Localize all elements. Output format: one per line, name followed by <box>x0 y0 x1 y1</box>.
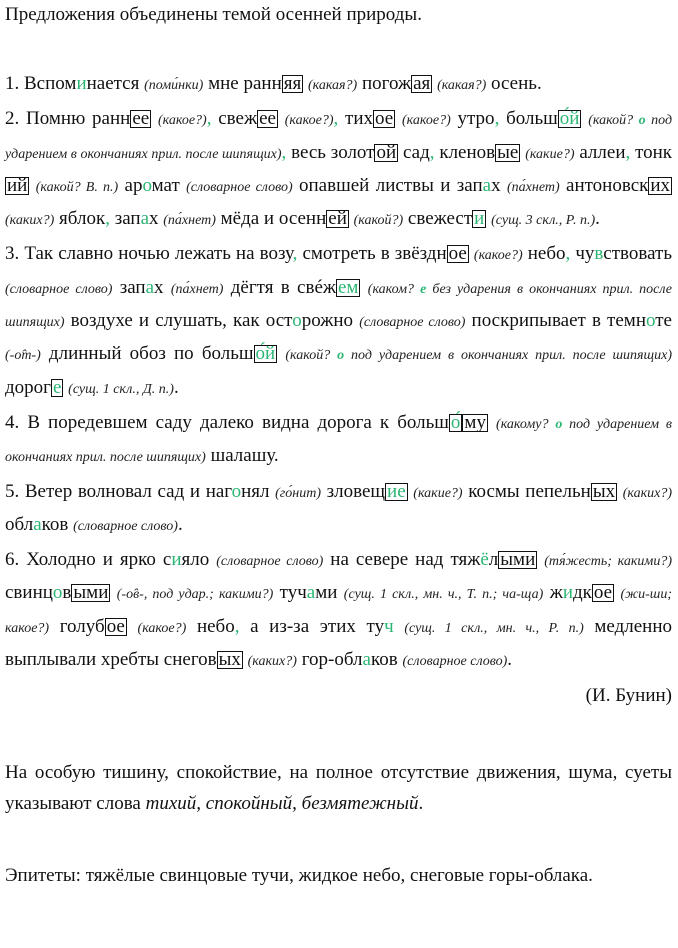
highlight-letter: а <box>145 276 155 298</box>
comment: без ударения в окончаниях прил. после шипящих) <box>5 281 673 331</box>
text: зап <box>112 276 146 298</box>
comment: (какой? <box>285 348 338 364</box>
text: голуб <box>49 615 105 637</box>
text: мне ранн <box>203 73 282 94</box>
text: опавшей листвы и зап <box>292 174 483 196</box>
highlight-letter: ч <box>384 615 394 637</box>
summary-end: . <box>418 793 424 815</box>
text <box>395 108 402 129</box>
text: . <box>177 513 183 535</box>
comment: (словарное слово) <box>5 281 113 297</box>
ending-box: ой <box>376 141 397 163</box>
ending-box-highlight: о́й <box>559 108 580 130</box>
text: нается <box>86 73 145 94</box>
highlight-letter: а <box>33 513 42 535</box>
highlight-letter: о <box>52 582 63 604</box>
text: дорог <box>5 376 51 398</box>
comment: (каких?) <box>5 213 55 229</box>
text: х <box>154 276 171 298</box>
text: космы пепельн <box>462 480 591 502</box>
highlight-letter: ё <box>480 549 489 571</box>
text: утро <box>450 108 495 130</box>
text: тих <box>338 108 374 130</box>
text: антоновск <box>559 174 649 196</box>
text: в <box>62 582 72 604</box>
text: а из-за этих ту <box>239 615 385 637</box>
highlight-letter: , <box>429 141 435 163</box>
comment: (каких?) <box>622 485 673 501</box>
sentence-paragraph <box>5 476 672 543</box>
sentence-paragraph <box>5 238 672 404</box>
text: воздухе и слушать, как ост <box>64 310 293 332</box>
ending-box-highlight: и <box>474 208 485 230</box>
text: свинц <box>5 582 53 604</box>
comment: (каких?) <box>247 654 297 670</box>
text: туч <box>273 582 307 604</box>
text <box>394 616 405 637</box>
text <box>151 108 158 129</box>
text: сад <box>398 141 430 163</box>
highlight-letter: о <box>645 310 656 332</box>
summary-text: На особую тишину, спокойствие, на полное отсутствие движения, шума, суеты указывают слова <box>5 762 672 815</box>
ending-box: ее <box>259 108 276 130</box>
text: на севере над тяж <box>323 549 481 571</box>
comment: (словарное слово) <box>359 315 466 331</box>
text: 6. Холодно и ярко с <box>5 549 172 571</box>
text: 1. Вспом <box>5 73 77 94</box>
highlight-letter: а <box>140 208 149 230</box>
ending-box: ое <box>106 615 125 637</box>
comment: (какая?) <box>307 78 358 93</box>
highlight-letter: , <box>281 141 287 163</box>
comment: (словарное слово) <box>73 518 178 534</box>
highlight-letter: , <box>234 615 240 637</box>
text: зап <box>109 208 141 230</box>
text: весь золот <box>286 141 375 163</box>
comment: (словарное слово) <box>186 179 293 195</box>
text: 3. Так славно ночью лежать на возу <box>5 243 293 265</box>
text: погож <box>357 73 412 94</box>
comment: (словарное слово) <box>216 554 324 570</box>
summary-paragraph <box>5 757 672 819</box>
comment: (какое?) <box>157 113 207 129</box>
text: ми <box>315 582 344 604</box>
highlight-letter: , <box>625 141 631 163</box>
comment: (-о̂в-, под удар.; какими?) <box>116 587 274 603</box>
comment: (какой?) <box>353 213 404 229</box>
comment: (какое?) <box>137 620 187 636</box>
comment-highlight-letter: о <box>337 348 345 364</box>
ending-box: ий <box>7 174 28 196</box>
highlight-letter: о <box>142 174 152 196</box>
text <box>278 108 285 129</box>
comment: (какое?) <box>284 113 334 129</box>
highlight-letter: а <box>482 174 492 196</box>
highlight-letter: и <box>76 73 87 94</box>
comment: (тя́жесть; какими?) <box>544 554 672 570</box>
ending-box: ых <box>218 649 241 671</box>
ending-box-highlight: е <box>52 376 62 398</box>
text: чу <box>570 243 595 265</box>
highlight-letter: о <box>231 480 242 502</box>
highlight-letter: , <box>494 108 500 130</box>
comment: (какое?) <box>401 113 451 129</box>
ending-box: ое <box>375 108 394 130</box>
ending-box-highlight: ие <box>387 480 406 502</box>
text: 2. Помню ранн <box>5 108 131 130</box>
text: мат <box>151 174 187 196</box>
comment: (поми́нки) <box>144 78 204 93</box>
highlight-letter: , <box>565 243 571 265</box>
highlight-letter: о <box>292 310 302 332</box>
comment: (какой? В. п.) <box>35 179 119 195</box>
text: небо <box>522 243 566 265</box>
text: шалашу. <box>205 445 279 467</box>
comment: (какое?) <box>473 248 523 264</box>
comment-highlight-letter: о <box>555 416 563 432</box>
text: поскрипывает в темн <box>465 310 646 332</box>
ending-box: яя <box>283 73 302 94</box>
text: ков <box>41 513 74 535</box>
highlight-letter: , <box>206 108 212 130</box>
ending-box: ее <box>132 108 150 130</box>
text: 5. Ветер волновал сад и наг <box>5 480 232 502</box>
text: . <box>595 208 600 230</box>
comment: (какие?) <box>525 146 575 162</box>
ending-box-highlight: о́ <box>450 411 461 433</box>
text: длинный обоз по больш <box>40 343 254 365</box>
text: мёда и осенн <box>215 208 327 230</box>
ending-box: ое <box>448 243 467 265</box>
text <box>360 277 367 298</box>
text: больш <box>499 108 558 130</box>
sentence-paragraph <box>5 544 672 677</box>
text: кленов <box>434 141 496 163</box>
ending-box: ей <box>328 208 347 230</box>
epithets-paragraph: Эпитеты: тяжёлые свинцовые тучи, жидкое небо, снеговые горы-облака. <box>5 865 593 887</box>
text <box>127 616 138 637</box>
highlight-letter: , <box>105 208 110 230</box>
text: 4. В поредевшем саду далеко видна дорога к больш <box>5 411 449 433</box>
text: осень. <box>486 73 542 94</box>
comment: (какая?) <box>437 78 487 93</box>
ending-box: их <box>650 174 671 196</box>
comment: под ударением в окончаниях прил. после шипящих) <box>344 348 672 364</box>
text: л <box>488 549 499 571</box>
text: . <box>507 649 513 671</box>
ending-box: ыми <box>73 582 109 604</box>
comment: (словарное слово) <box>402 654 508 670</box>
comment: (го́нит) <box>275 485 321 501</box>
comment: (па́хнет) <box>163 213 216 229</box>
text: обл <box>5 513 34 535</box>
ending-box-highlight: о́й <box>255 343 276 365</box>
text: зловещ <box>320 480 386 502</box>
highlight-letter: и <box>171 549 182 571</box>
ending-box: ыми <box>500 549 536 571</box>
comment: (па́хнет) <box>507 179 560 195</box>
comment: под ударением в окончаниях прил. после шипящих) <box>5 416 672 466</box>
text: ков <box>370 649 403 671</box>
text: аллеи <box>574 141 626 163</box>
text: ствовать <box>603 243 672 265</box>
text: рожно <box>301 310 360 332</box>
ending-box: му <box>464 411 486 433</box>
text: те <box>655 310 672 332</box>
text: . <box>173 376 179 398</box>
text: х <box>491 174 507 196</box>
comment-highlight-letter: о <box>638 113 646 129</box>
ending-box-highlight: ем <box>338 276 359 298</box>
comment: (какому? <box>496 416 556 432</box>
comment: (жи-ши; какое?) <box>5 587 673 636</box>
document-title: Предложения объединены темой осенней природы. <box>5 4 422 25</box>
highlight-letter: и <box>562 582 573 604</box>
text: гор-обл <box>296 649 363 671</box>
sentence-paragraph <box>5 103 672 236</box>
sentence-paragraph <box>5 68 672 101</box>
comment: (какие?) <box>413 485 463 501</box>
text: медленно выплывали хребты снегов <box>5 615 673 671</box>
summary-italic-words: тихий, спокойный, безмятежный <box>145 793 419 815</box>
sentence-paragraph <box>5 407 672 474</box>
comment: (сущ. 1 скл., мн. ч., Т. п.; ча-ща) <box>343 587 544 603</box>
text: смотреть в звёздн <box>297 243 447 265</box>
highlight-letter: , <box>292 243 298 265</box>
text: свежест <box>403 208 473 230</box>
text: тонк <box>630 141 673 163</box>
text: нял <box>241 480 276 502</box>
text: дёгтя в свéж <box>223 276 336 298</box>
comment: (сущ. 1 скл., Д. п.) <box>68 381 174 397</box>
text: яло <box>181 549 217 571</box>
ending-box: ых <box>592 480 616 502</box>
comment: (какой? <box>588 113 639 129</box>
text: ар <box>118 174 143 196</box>
text <box>488 412 496 433</box>
ending-box: ые <box>497 141 519 163</box>
author: (И. Бунин) <box>585 685 672 707</box>
highlight-letter: а <box>362 649 371 671</box>
highlight-letter: а <box>306 582 316 604</box>
comment: (сущ. 3 скл., Р. п.) <box>491 213 596 229</box>
text: дк <box>573 582 592 604</box>
text: х <box>149 208 164 230</box>
comment: (-о̂т-) <box>5 348 41 364</box>
ending-box: ое <box>593 582 613 604</box>
comment: (каком? <box>367 281 421 297</box>
comment: (сущ. 1 скл., мн. ч., Р. п.) <box>404 620 584 636</box>
text: ж <box>543 582 563 604</box>
comment: под ударением в окончаниях прил. после шипящих) <box>5 113 673 162</box>
ending-box: ая <box>413 73 431 94</box>
comment-highlight-letter: е <box>420 281 427 297</box>
comment: (па́хнет) <box>170 281 224 297</box>
highlight-letter: в <box>594 243 604 265</box>
text: яблок <box>54 208 106 230</box>
highlight-letter: , <box>333 108 339 130</box>
sentences-list <box>5 68 672 677</box>
text: небо <box>186 615 235 637</box>
text: свеж <box>211 108 258 130</box>
